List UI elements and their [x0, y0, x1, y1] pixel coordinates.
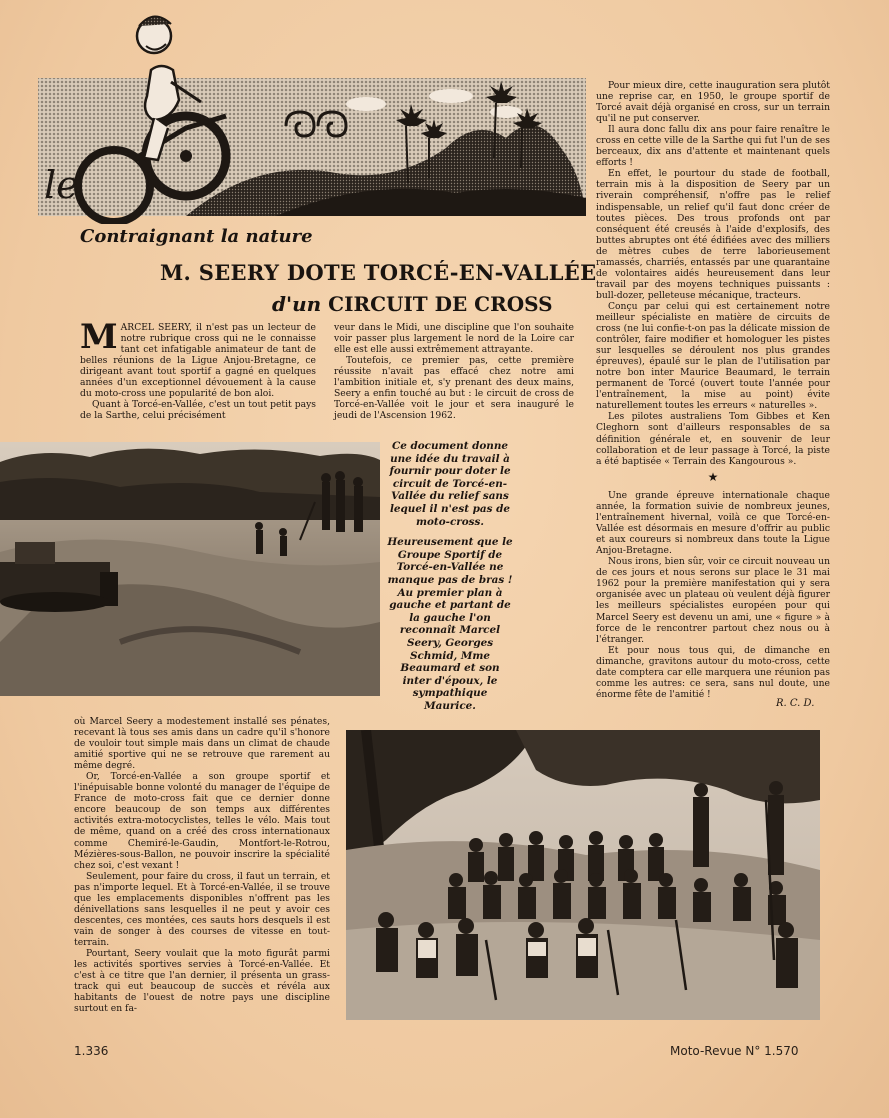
headline2-prefix: d'un — [272, 292, 322, 316]
dropcap: M — [80, 317, 118, 357]
lower-paragraph: où Marcel Seery a modestement installé ses pénates, recevant là tous ses amis dans un cadre qu'il s'honore de vouloir tout simple mais dans un climat de chaude amitié sportive qui ne se retrouve que rarement au même degré. — [74, 716, 330, 772]
publication-issue: Moto-Revue N° 1.570 — [670, 1044, 799, 1058]
intro-paragraph: Toutefois, ce premier pas, cette première réussite n'avait pas effacé chez notre ami l'ambition initiale et, s'y prenant des deux mains, Seery a enfin touché au but : le circuit de cross de Torcé-en-Vallée voit le jour et sera inauguré le jeudi de l'Ascension 1962. — [334, 355, 574, 422]
right-paragraph: Nous irons, bien sûr, voir ce circuit nouveau un de ces jours et nous serons sur place le 31 mai 1962 pour la première manifestation qui y sera organisée avec un plateau où veulent déjà figurer les meilleurs spécialistes européen pour qui Marcel Seery est devenu un ami, une « figure » à force de le rencontrer partout chez nous ou à l'étranger. — [596, 556, 830, 645]
right-paragraph: Pour mieux dire, cette inauguration sera plutôt une reprise car, en 1950, le groupe sportif de Torcé avait déjà organisé en cross, sur un terrain qu'il ne put conserver. — [596, 80, 830, 125]
right-paragraph: Il aura donc fallu dix ans pour faire renaître le cross en cette ville de la Sarthe qui fut l'un de ses berceaux, dix ans d'attente et maintenant quels efforts ! — [596, 124, 830, 169]
right-paragraph: Une grande épreuve internationale chaque année, la formation suivie de nombreux jeunes, l'entraînement hivernal, voilà ce que Torcé-en-Vallée est désormais en mesure d'offrir au public et aux coureurs si nombreux dans toute la Ligue Anjou-Bretagne. — [596, 490, 830, 557]
right-paragraph: Les pilotes australiens Tom Gibbes et Ken Cleghorn sont d'ailleurs responsables de sa définition générale et, en souvenir de leur collaboration et de leur passage à Torcé, la piste a été baptisée « Terrain des Kangourous ». — [596, 411, 830, 467]
lower-left-column — [74, 716, 330, 1014]
caption-group: Heureusement que le Groupe Sportif de Torcé-en-Vallée ne manque pas de bras ! Au premier plan à gauche et partant de la gauche l'on reconnaît Marcel Seery, Georges Schmid, Mme Beaumard et son inter d'époux, le sympathique Maurice. — [387, 536, 513, 712]
photo-construction-site — [0, 442, 380, 696]
section-star-separator: ★ — [707, 470, 719, 484]
headline2-main: CIRCUIT DE CROSS — [328, 292, 553, 316]
article-kicker: Contraignant la nature — [80, 226, 313, 247]
intro-column-2 — [334, 322, 574, 421]
right-paragraph: En effet, le pourtour du stade de football, terrain mis à la disposition de Seery par un riverain compréhensif, n'offre pas le relief indispensable, un relief qu'il faut donc créer de toutes pièces. Des trous profonds ont par conséquent été creusés à l'aide d'explosifs, des buttes abruptes ont été édifiées avec des milliers de mètres cubes de terre laborieusement ramassés, charriés, entassés par une quarantaine de volontaires aidés heureusement dans leur travail par des moyens techniques puissants : bull-dozer, pelleteuse mécanique, tracteurs. — [596, 168, 830, 301]
right-column-bottom — [596, 490, 830, 700]
logo-script-le: le — [44, 163, 79, 207]
right-paragraph: Conçu par celui qui est certainement notre meilleur spécialiste en matière de circuits de cross (ne lui confie-t-on pas la délicate mission de contrôler, faire modifier et homologuer les pistes sur lesquelles se déroulent nos plus grandes épreuves), épaulé sur le plan de l'utilisation par notre bon inter Maurice Beaumard, le terrain permanent de Torcé (ouvert toute l'année pour l'entraînement, la mise au point) évite naturellement toutes les erreurs « naturelles ». — [596, 300, 830, 412]
lower-paragraph: Seulement, pour faire du cross, il faut un terrain, et pas n'importe lequel. Et à Torcé-en-Vallée, il se trouve que les emplacements disponibles n'offrent pas les dénivellations sans lesquelles il ne peut y avoir ces descentes, ces montées, ces sauts hors desquels il est vain de songer à des courses de vitesse en tout-terrain. — [74, 870, 330, 948]
article-signature: R. C. D. — [776, 698, 815, 709]
photo-volunteer-group — [346, 730, 820, 1020]
intro-column-1 — [80, 317, 316, 422]
caption-construction: Ce document donne une idée du travail à fournir pour doter le circuit de Torcé-en-Vallée du relief sans lequel il n'est pas de moto-cross. — [389, 440, 511, 528]
intro-paragraph: Quant à Torcé-en-Vallée, c'est un tout petit pays de la Sarthe, celui précisément — [80, 399, 316, 422]
right-paragraph: Et pour nous tous qui, de dimanche en dimanche, gravitons autour du moto-cross, cette date comptera car elle marquera une réunion pas comme les autres: ce sera, sans nul doute, une énorme fête de l'amitié ! — [596, 644, 830, 700]
intro-paragraph: ARCEL SEERY, il n'est pas un lecteur de notre rubrique cross qui ne le connaisse tant cet infatigable animateur de tant de belles réunions de la Ligue Anjou-Bretagne, ce dirigeant avant tout sportif a gagné en quelques années d'un exceptionnel dévouement à la cause du moto-cross une popularité de bon aloi. — [80, 322, 316, 400]
cross-banner-illustration — [36, 8, 588, 224]
intro-paragraph: veur dans le Midi, une discipline que l'on souhaite voir passer plus largement le nord de la Loire car elle est elle aussi extrêmement attrayante. — [334, 322, 574, 356]
page-number: 1.336 — [74, 1044, 109, 1058]
article-headline: M. SEERY DOTE TORCÉ-EN-VALLÉE — [160, 260, 597, 285]
right-column-top — [596, 80, 830, 467]
photo-captions — [386, 440, 514, 720]
lower-paragraph: Or, Torcé-en-Vallée a son groupe sportif et l'inépuisable bonne volonté du manager de l'équipe de France de moto-cross fait que ce dernier donne encore beaucoup de son temps aux différentes activités extra-motocyclistes, telles le vélo. Mais tout de même, quand on a créé des cross internationaux comme Chemiré-le-Gaudin, Montfort-le-Rotrou, Mézières-sous-Ballon, ne pouvoir inscrire la spécialité chez soi, c'est vexant ! — [74, 771, 330, 871]
article-subheadline — [272, 292, 553, 316]
lower-paragraph: Pourtant, Seery voulait que la moto figurât parmi les activités sportives servies à Torcé-en-Vallée. Et c'est à ce titre que l'an dernier, il présenta un grass-track qui eut beaucoup de succès et révéla aux habitants de l'ouest de notre pays une discipline surtout en fa- — [74, 947, 330, 1015]
